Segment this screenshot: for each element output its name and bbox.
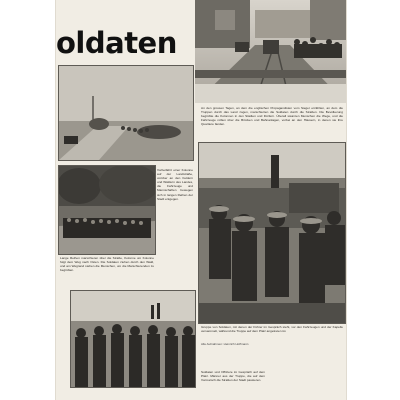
photo-street-parade <box>195 0 346 103</box>
caption-bottom-left: Soldaten und Offiziere im Gespräch auf dem Platz. Männer aus der Truppe, die auf dem Vormarsch die Straßen der Stadt passieren. <box>201 370 265 383</box>
photo-credit: Alle Aufnahmen: Heinrich Hoffmann <box>201 342 249 346</box>
caption-mid-right: Vorbeifahrt einer Kolonne auf der Landstraße, vorüber an den Feldern und Wäldern des Landes, die Fahrzeuge und Mannschaften bewegen sich in langen Reihen der Stadt entgegen. <box>157 168 193 201</box>
caption-mid-left: Lange Reihen marschieren über die Straße, Kolonne um Kolonne folgt dem Weg nach Osten. Die Soldaten ziehen durch den Wald, und am Wegrand stehen die Menschen, um die Marschierenden zu begrüßen. <box>60 256 154 273</box>
page-headline: oldaten <box>56 27 177 59</box>
photo-country-road <box>58 65 194 161</box>
photo-officers-group <box>198 142 346 324</box>
photo-forest-column <box>58 165 156 255</box>
caption-top-right: An den grossen Tagen, an dem die englischen Propagandisten vom Sieger erzählten, an dem die Truppen durch das Land zogen, marschierten die Soldaten durch die Straßen. Die Bevölkerung begrüßte die Kolonnen in den Städten und Dörfern. Überall säumten Menschen die Wege, und die Fahrzeuge rollten über die Brücken und Bahnanlagen, vorbei an den Häusern, in denen sie ihre Quartiere fanden. <box>201 106 343 127</box>
photo-soldiers-saluting <box>70 290 196 388</box>
magazine-page <box>56 0 346 400</box>
caption-bottom-mid: Gruppe von Soldaten, mit denen der Führer im Gespräch steht, vor den Fahrzeugen und der Kapelle versammelt, während die Truppe auf dem Platz angetreten ist. <box>201 325 343 334</box>
